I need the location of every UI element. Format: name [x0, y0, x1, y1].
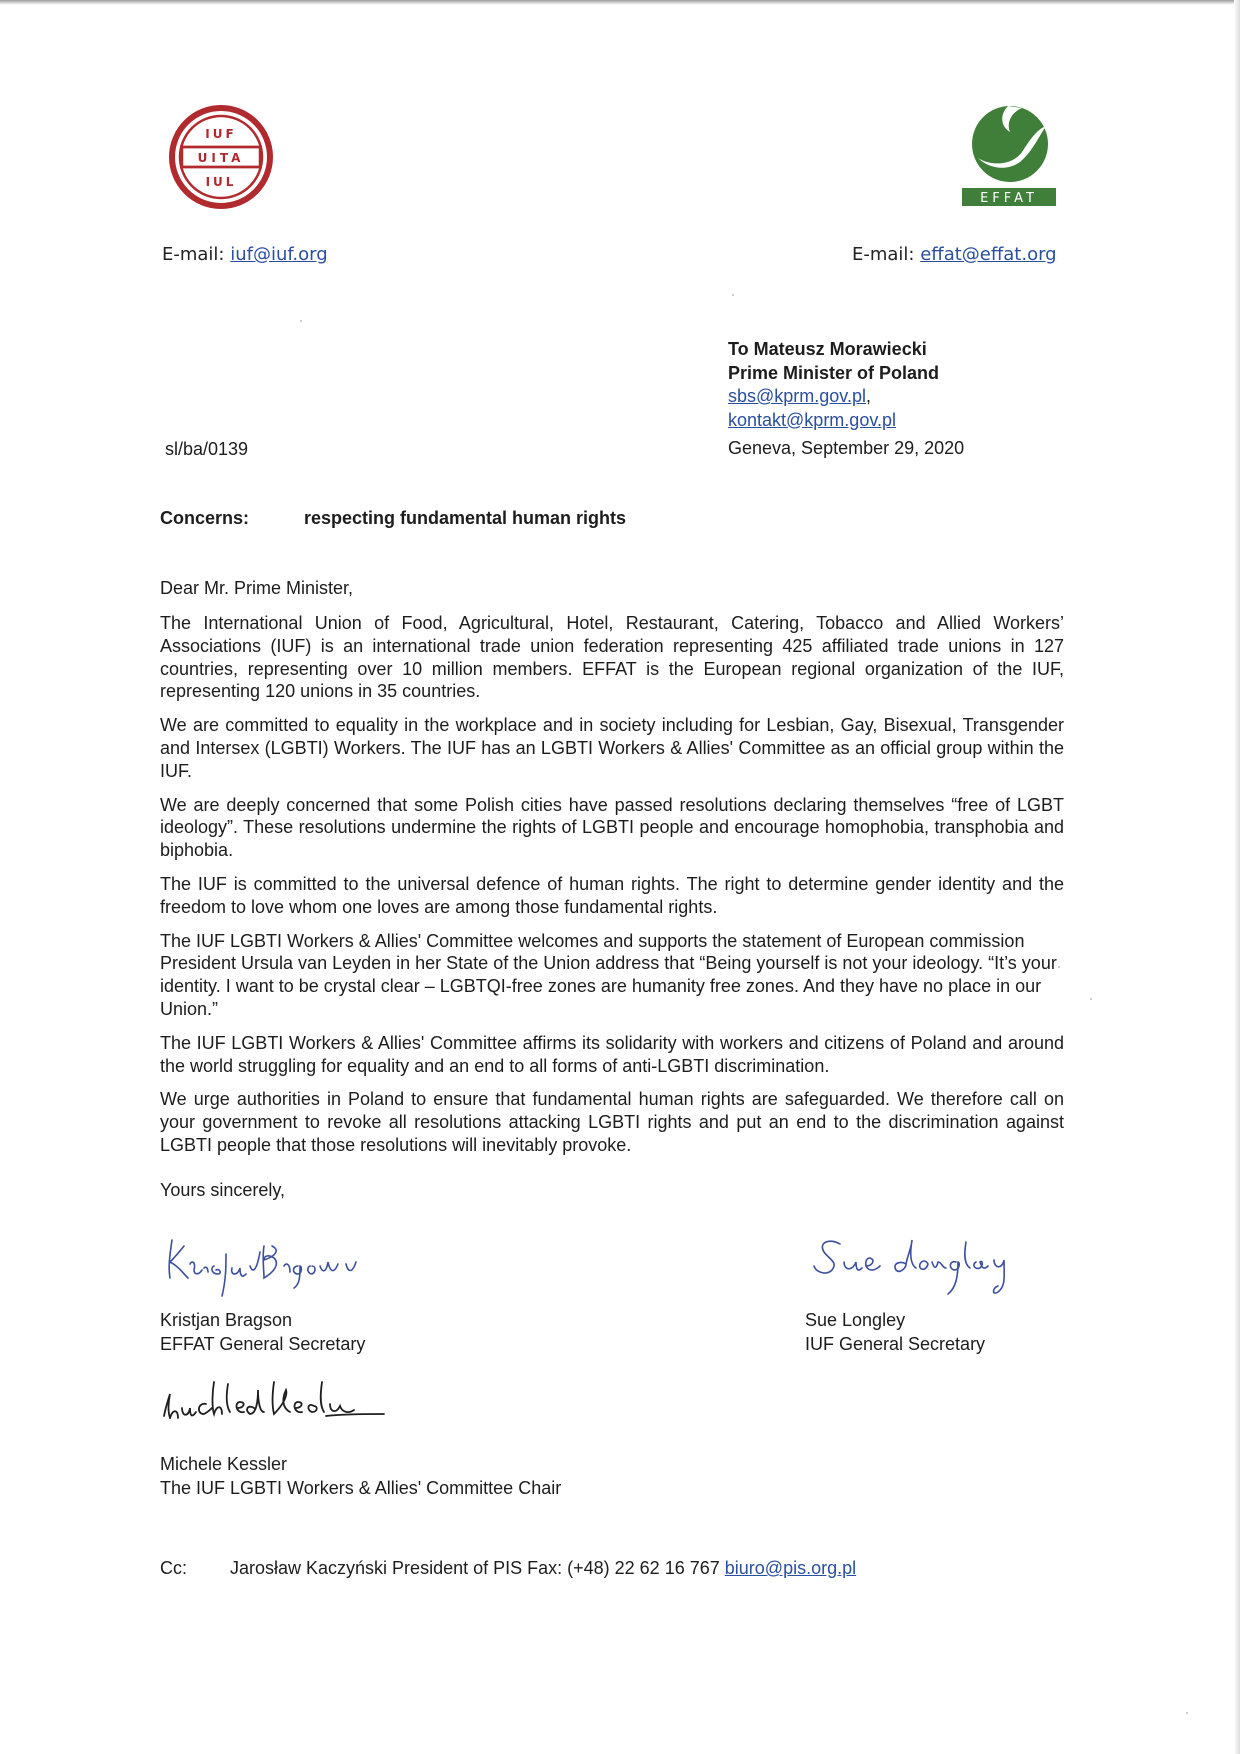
iuf-logo	[168, 104, 274, 210]
cc-text: Jarosław Kaczyński President of PIS Fax: (+48) 22 62 16 767	[230, 1558, 720, 1578]
body-paragraph: The International Union of Food, Agricultural, Hotel, Restaurant, Catering, Tobacco and Allied Workers’ Associations (IUF) is an international trade union federation representing 425 affiliated trade unions in 127 countries, representing over 10 million members. EFFAT is the European regional organization of the IUF, representing 120 unions in 35 countries.	[160, 613, 1064, 702]
body-paragraph: We are committed to equality in the workplace and in society including for Lesbian, Gay, Bisexual, Transgender and Intersex (LGBTI) Workers. The IUF has an LGBTI Workers & Allies' Committee as an official group within the IUF.	[160, 715, 1064, 781]
body-paragraph: We urge authorities in Poland to ensure that fundamental human rights are safeguarded. We therefore call on your government to revoke all resolutions attacking LGBTI rights and put an end to the discrimination against LGBTI people that those resolutions will inevitably provoke.	[160, 1089, 1064, 1155]
subject-label: Concerns:	[160, 508, 250, 528]
signer-title: The IUF LGBTI Workers & Allies' Committee Chair	[160, 1477, 562, 1498]
recipient-email-separator: ,	[865, 386, 871, 406]
scan-edge	[0, 0, 1240, 5]
signer-title: EFFAT General Secretary	[160, 1333, 366, 1354]
signer-name: Michele Kessler	[160, 1454, 288, 1474]
recipient-email-line	[728, 385, 939, 409]
recipient-email-link[interactable]: sbs@kprm.gov.pl	[728, 386, 866, 406]
cc-email-link[interactable]: biuro@pis.org.pl	[724, 1558, 857, 1578]
effat-logo	[960, 100, 1056, 208]
closing: Yours sincerely,	[160, 1180, 286, 1200]
iuf-logo-text: IUF	[205, 127, 237, 141]
scan-speck	[1186, 1712, 1188, 1714]
subject-text: respecting fundamental human rights	[304, 508, 627, 528]
cc-line	[160, 1558, 856, 1579]
signer-bragson	[160, 1309, 365, 1356]
effat-email-link[interactable]: effat@effat.org	[920, 244, 1057, 265]
body-paragraph: The IUF LGBTI Workers & Allies' Committee welcomes and supports the statement of European commission President Ursula van Leyden in her State of the Union address that “Being yourself is not your ideology. “It’s your identity. I want to be crystal clear – LGBTQI-free zones are humanity free zones. And they have no place in our Union.”	[160, 930, 1057, 1019]
signature-longley	[808, 1232, 1024, 1304]
scan-speck	[1090, 998, 1092, 1000]
reference-number: sl/ba/0139	[165, 439, 249, 459]
body-paragraph: We are deeply concerned that some Polish cities have passed resolutions declaring themselves “free of LGBT ideology”. These resolutions undermine the rights of LGBTI people and encourage homophobia, transphobia and biphobia.	[160, 794, 1064, 861]
recipient-name: To Mateusz Morawiecki	[728, 339, 927, 359]
email-label: E-mail:	[162, 244, 225, 265]
iuf-email-line	[162, 244, 328, 265]
signer-name: Kristjan Bragson	[160, 1310, 293, 1330]
salutation: Dear Mr. Prime Minister,	[160, 578, 354, 598]
signer-longley	[805, 1309, 985, 1356]
recipient-email-link[interactable]: kontakt@kprm.gov.pl	[728, 409, 897, 430]
effat-logo-text: EFFAT	[980, 191, 1038, 206]
iuf-email-link[interactable]: iuf@iuf.org	[230, 244, 328, 265]
body-paragraph: The IUF LGBTI Workers & Allies' Committee affirms its solidarity with workers and citizens of Poland and around the world struggling for equality and an end to all forms of anti-LGBTI discrimination.	[160, 1032, 1064, 1076]
place-date: Geneva, September 29, 2020	[728, 438, 965, 458]
signer-kessler	[160, 1453, 561, 1500]
email-label: E-mail:	[852, 244, 915, 265]
letter-body	[160, 612, 1064, 1168]
signer-name: Sue Longley	[805, 1310, 906, 1330]
scan-speck	[1058, 966, 1060, 968]
iuf-logo-text: UITA	[197, 151, 245, 165]
signature-bragson	[160, 1226, 380, 1304]
recipient-title: Prime Minister of Poland	[728, 362, 940, 383]
signature-kessler	[158, 1372, 388, 1432]
subject-line	[160, 508, 626, 529]
cc-label: Cc:	[160, 1558, 187, 1578]
iuf-logo-text: IUL	[205, 175, 237, 189]
signer-title: IUF General Secretary	[805, 1333, 986, 1354]
scan-speck	[732, 294, 734, 296]
scan-edge	[1234, 0, 1240, 1754]
body-paragraph: The IUF is committed to the universal defence of human rights. The right to determine gender identity and the freedom to love whom one loves are among those fundamental rights.	[160, 873, 1064, 917]
effat-email-line	[852, 244, 1057, 265]
recipient-block	[728, 338, 939, 432]
scan-speck	[300, 320, 302, 322]
